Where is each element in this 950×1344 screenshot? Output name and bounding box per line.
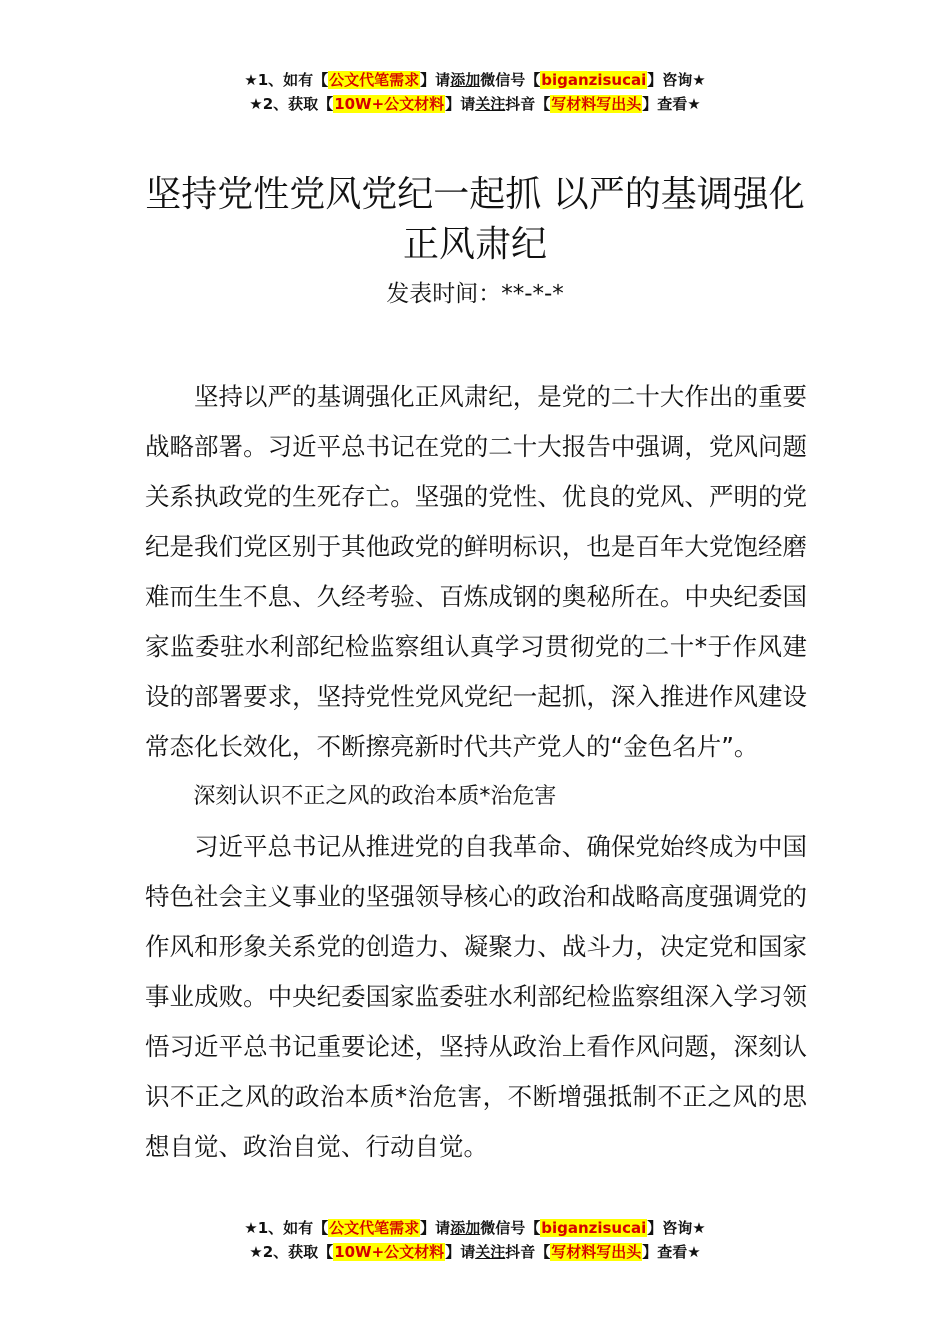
- promo-text: 】请: [445, 95, 476, 113]
- section-heading: 深刻认识不正之风的政治本质*治危害: [193, 784, 557, 809]
- promo-text: 】查看★: [642, 1243, 701, 1261]
- paragraph: 坚持以严的基调强化正风肃纪，是党的二十大作出的重要战略部署。习近平总书记在党的二十大报告中强调，党风问题关系执政党的生死存亡。坚强的党性、优良的党风、严明的党纪是我们党区别于其他政党的鲜明标识，也是百年大党饱经磨难而生生不息、久经考验、百炼成钢的奥秘所在。中央纪委国家监委驻水利部纪检监察组认真学习贯彻党的二十*于作风建设的部署要求，坚持党性党风党纪一起抓，深入推进作风建设常态化长效化，不断擦亮新时代共产党人的“金色名片”。: [145, 382, 807, 761]
- highlight-service: 公文代笔需求: [329, 1219, 420, 1237]
- promo-text: 】咨询★: [647, 1219, 706, 1237]
- promo-text: ★1、如有【: [244, 71, 329, 89]
- highlight-douyin-account: 写材料写出头: [551, 95, 642, 113]
- promo-line-2: [0, 92, 950, 116]
- promo-line-1: [0, 68, 950, 92]
- promo-text: 微信号【: [480, 71, 541, 89]
- promo-text: 】查看★: [642, 95, 701, 113]
- highlight-materials: 10W+公文材料: [334, 95, 445, 113]
- highlight-service: 公文代笔需求: [329, 71, 420, 89]
- publish-time: 发表时间：**-*-*: [386, 281, 564, 307]
- promo-line-1: [0, 1216, 950, 1240]
- highlight-wechat-id: biganzisucai: [541, 1219, 647, 1237]
- promo-banner-bottom: [0, 1216, 950, 1264]
- highlight-wechat-id: biganzisucai: [541, 71, 647, 89]
- promo-text: ★1、如有【: [244, 1219, 329, 1237]
- promo-text: 微信号【: [480, 1219, 541, 1237]
- highlight-douyin-account: 写材料写出头: [551, 1243, 642, 1261]
- promo-line-2: [0, 1240, 950, 1264]
- promo-emphasis: 添加: [450, 1219, 481, 1237]
- promo-text: 抖音【: [505, 95, 551, 113]
- highlight-materials: 10W+公文材料: [334, 1243, 445, 1261]
- article-body: [145, 372, 807, 1172]
- promo-emphasis: 关注: [475, 95, 506, 113]
- promo-text: 】请: [445, 1243, 476, 1261]
- promo-banner-top: [0, 68, 950, 116]
- article-title: 坚持党性党风党纪一起抓 以严的基调强化正风肃纪: [145, 174, 805, 265]
- promo-text: 】咨询★: [647, 71, 706, 89]
- paragraph: 习近平总书记从推进党的自我革命、确保党始终成为中国特色社会主义事业的坚强领导核心的政治和战略高度强调党的作风和形象关系党的创造力、凝聚力、战斗力，决定党和国家事业成败。中央纪委国家监委驻水利部纪检监察组深入学习领悟习近平总书记重要论述，坚持从政治上看作风问题，深刻认识不正之风的政治本质*治危害，不断增强抵制不正之风的思想自觉、政治自觉、行动自觉。: [145, 832, 807, 1161]
- promo-text: 】请: [420, 71, 451, 89]
- promo-emphasis: 添加: [450, 71, 481, 89]
- promo-text: 】请: [420, 1219, 451, 1237]
- promo-text: ★2、获取【: [249, 95, 334, 113]
- promo-emphasis: 关注: [475, 1243, 506, 1261]
- promo-text: ★2、获取【: [249, 1243, 334, 1261]
- promo-text: 抖音【: [505, 1243, 551, 1261]
